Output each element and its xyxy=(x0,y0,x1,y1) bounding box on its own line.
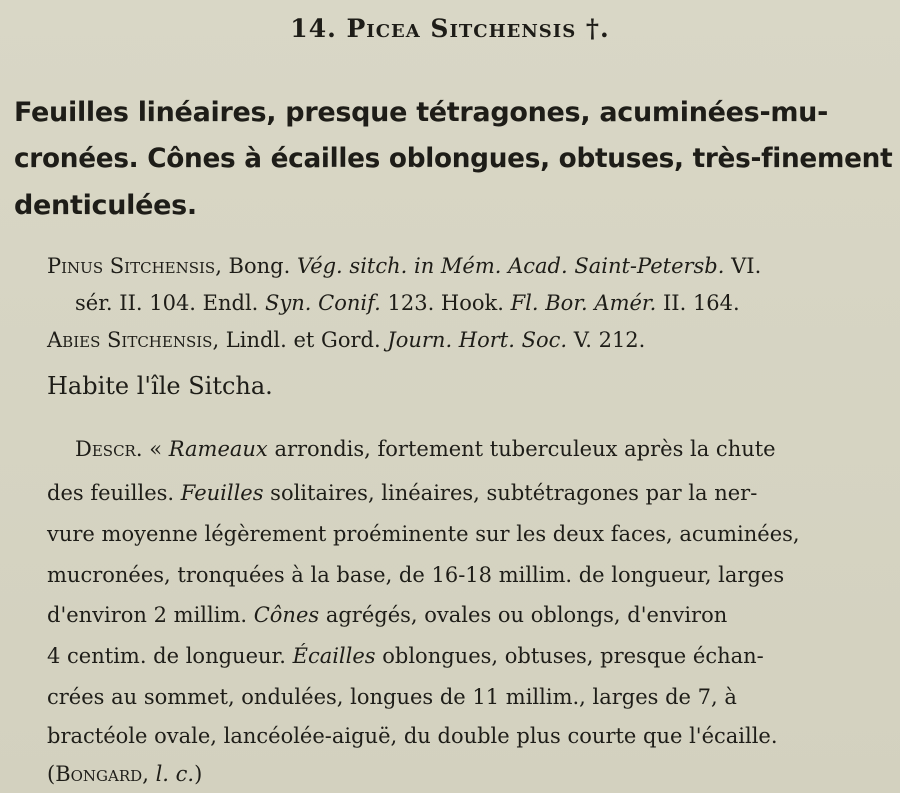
description-line-9 xyxy=(47,762,202,786)
text-run: mucronées, tronquées à la base, de 16-18 millim. de longueur, larges xyxy=(47,563,785,587)
text-run: ) xyxy=(194,762,203,786)
description-line-3 xyxy=(47,522,800,546)
italic-text: Fl. Bor. Amér. xyxy=(510,291,657,315)
text-run: vure moyenne légèrement proéminente sur les deux faces, acuminées, xyxy=(47,522,800,546)
text-run: 4 centim. de longueur. xyxy=(47,644,293,668)
text-run: Lindl. et Gord. xyxy=(219,328,388,352)
description-line-1 xyxy=(75,437,776,461)
description-line-4 xyxy=(47,563,784,587)
italic-text: Syn. Conif. xyxy=(265,291,381,315)
text-run: II. 164. xyxy=(656,291,740,315)
species-title: 14. Picea Sitchensis †. xyxy=(290,14,610,43)
italic-text: Rameaux xyxy=(168,437,268,461)
synonym-line-2 xyxy=(75,291,740,315)
text-run: VI. xyxy=(724,254,762,278)
diagnosis-line-1: Feuilles linéaires, presque tétragones, acuminées-mu- xyxy=(14,97,829,128)
text-run: ( xyxy=(47,762,56,786)
description-line-5 xyxy=(47,603,727,627)
description-line-7 xyxy=(47,685,737,709)
italic-text: Feuilles xyxy=(180,481,264,505)
text-run: « xyxy=(142,437,169,461)
italic-text: Écailles xyxy=(292,644,376,668)
text-run: oblongues, obtuses, presque échan- xyxy=(375,644,764,668)
small-caps-name: Abies Sitchensis, xyxy=(47,328,220,352)
text-run: d'environ 2 millim. xyxy=(47,603,254,627)
text-run: 123. Hook. xyxy=(380,291,511,315)
text-run: Bong. xyxy=(221,254,297,278)
text-run: des feuilles. xyxy=(47,481,181,505)
description-line-8 xyxy=(47,724,778,748)
synonym-line-3 xyxy=(47,328,645,352)
text-run: crées au sommet, ondulées, longues de 11 millim., larges de 7, à xyxy=(47,685,737,709)
italic-text: Journ. Hort. Soc. xyxy=(387,328,568,352)
description-line-6 xyxy=(47,644,764,668)
text-run: sér. II. 104. Endl. xyxy=(75,291,266,315)
text-run xyxy=(149,762,156,786)
diagnosis-line-3: denticulées. xyxy=(14,190,197,221)
small-caps-name: Descr. xyxy=(75,437,143,461)
small-caps-name: Bongard, xyxy=(55,762,149,786)
synonym-line-1 xyxy=(47,254,761,278)
habitat-line: Habite l'île Sitcha. xyxy=(47,372,273,400)
text-run: bractéole ovale, lancéolée-aiguë, du double plus courte que l'écaille. xyxy=(47,724,778,748)
italic-text: Vég. sitch. in Mém. Acad. Saint-Petersb. xyxy=(296,254,725,278)
description-line-2 xyxy=(47,481,757,505)
italic-text: l. c. xyxy=(155,762,195,786)
text-run: solitaires, linéaires, subtétragones par la ner- xyxy=(263,481,758,505)
text-run: agrégés, ovales ou oblongs, d'environ xyxy=(319,603,728,627)
italic-text: Cônes xyxy=(253,603,320,627)
text-run: arrondis, fortement tuberculeux après la chute xyxy=(267,437,776,461)
text-run: V. 212. xyxy=(567,328,646,352)
diagnosis-line-2: cronées. Cônes à écailles oblongues, obtuses, très-finement xyxy=(14,143,893,174)
small-caps-name: Pinus Sitchensis, xyxy=(47,254,222,278)
